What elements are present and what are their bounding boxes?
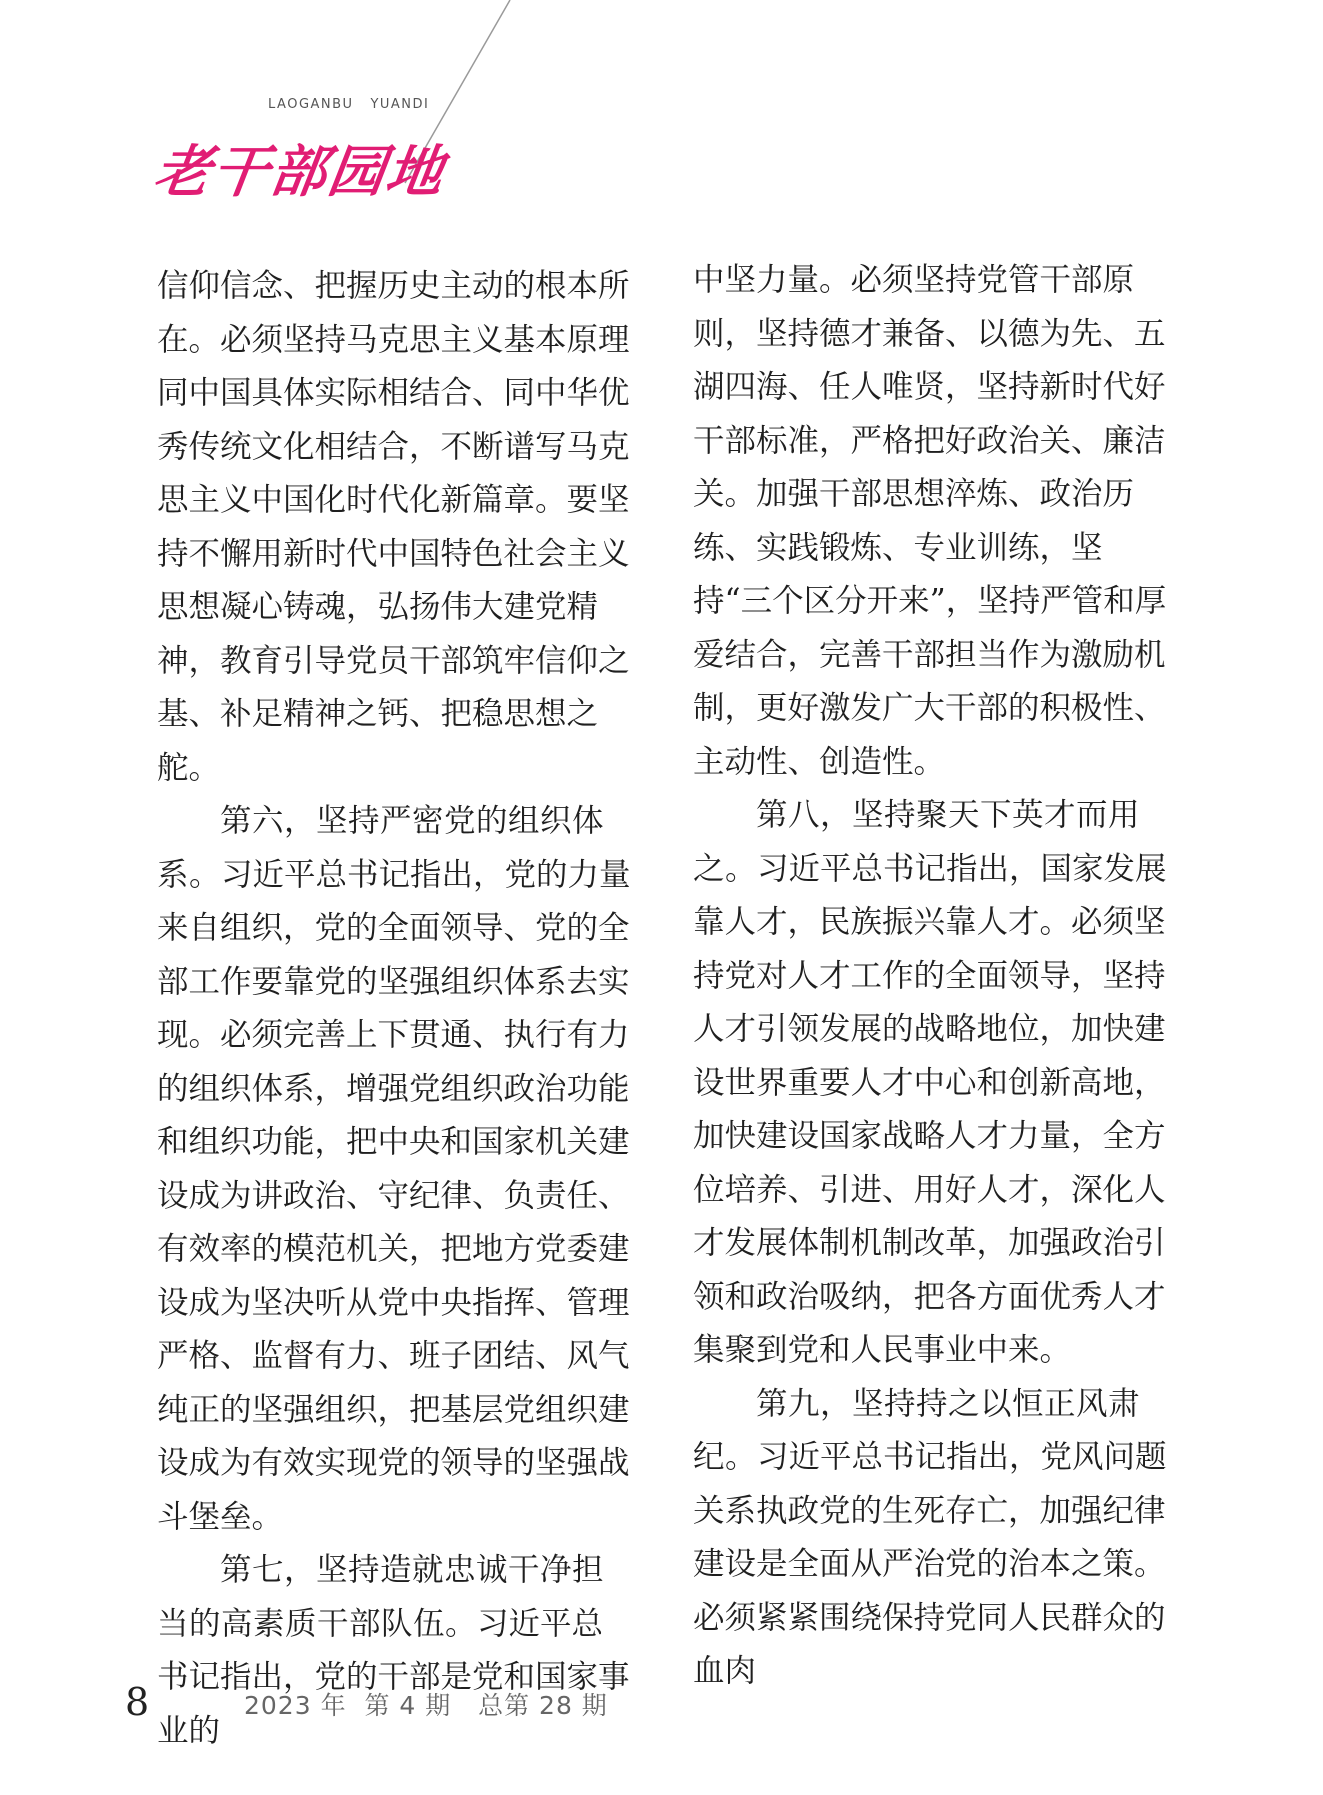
paragraph-body: 习近平总书记指出，国家发展靠人才，民族振兴靠人才。必须坚持党对人才工作的全面领导，坚持人才引领发展的战略地位，加快建设世界重要人才中心和创新高地，加快建设国家战略人才力量，全方位培养、引进、用好人才，深化人才发展体制机制改革，加强政治引领和政治吸纳，把各方面优秀人才集聚到党和人民事业中来。 <box>693 850 1167 1368</box>
paragraph: 中坚力量。必须坚持党管干部原则，坚持德才兼备、以德为先、五湖四海、任人唯贤，坚持新时代好干部标准，严格把好政治关、廉洁关。加强干部思想淬炼、政治历练、实践锻炼、专业训练，坚持“三个区分开来”，坚持严管和厚爱结合，完善干部担当作为激励机制，更好激发广大干部的积极性、主动性、创造性。 <box>693 262 1167 780</box>
paragraph: 信仰信念、把握历史主动的根本所在。必须坚持马克思主义基本原理同中国具体实际相结合、同中华优秀传统文化相结合，不断谱写马克思主义中国化时代化新篇章。要坚持不懈用新时代中国特色社会主义思想凝心铸魂，弘扬伟大建党精神，教育引导党员干部筑牢信仰之基、补足精神之钙、把稳思想之舵。 <box>157 268 630 786</box>
paragraph-body: 习近平总书记指出，党的干部是党和国家事业的 <box>157 1605 630 1749</box>
issue-info: 2023 年 第 4 期 总第 28 期 <box>244 1691 608 1720</box>
paragraph-body: 习近平总书记指出，党的力量来自组织，党的全面领导、党的全部工作要靠党的坚强组织体系去实现。必须完善上下贯通、执行有力的组织体系，增强党组织政治功能和组织功能，把中央和国家机关建设成为讲政治、守纪律、负责任、有效率的模范机关，把地方党委建设成为坚决听从党中央指挥、管理严格、监督有力、班子团结、风气纯正的坚强组织，把基层党组织建设成为有效实现党的领导的坚强战斗堡垒。 <box>157 856 631 1535</box>
paragraph <box>693 789 1167 1378</box>
section-heading: 第八，坚持聚天下英才而用之。 <box>693 797 1141 887</box>
section-heading: 第九，坚持持之以恒正风肃纪。 <box>693 1385 1141 1475</box>
page-number: 8 <box>125 1680 150 1724</box>
section-heading: 第七，坚持造就忠诚干净担当的高素质干部队伍。 <box>157 1552 605 1642</box>
paragraph <box>157 1544 631 1758</box>
article-column-left <box>157 260 631 1758</box>
masthead-pinyin: LAOGANBU YUANDI <box>268 97 430 112</box>
paragraph <box>157 795 631 1544</box>
masthead <box>0 0 620 230</box>
paragraph-body: 习近平总书记指出，党风问题关系执政党的生死存亡，加强纪律建设是全面从严治党的治本之策。必须紧紧围绕保持党同人民群众的血肉 <box>693 1439 1167 1689</box>
paragraph <box>693 1378 1167 1699</box>
section-heading: 第六，坚持严密党的组织体系。 <box>157 803 605 893</box>
masthead-logo: 老干部园地 <box>149 139 450 205</box>
article-column-right <box>693 254 1167 1699</box>
